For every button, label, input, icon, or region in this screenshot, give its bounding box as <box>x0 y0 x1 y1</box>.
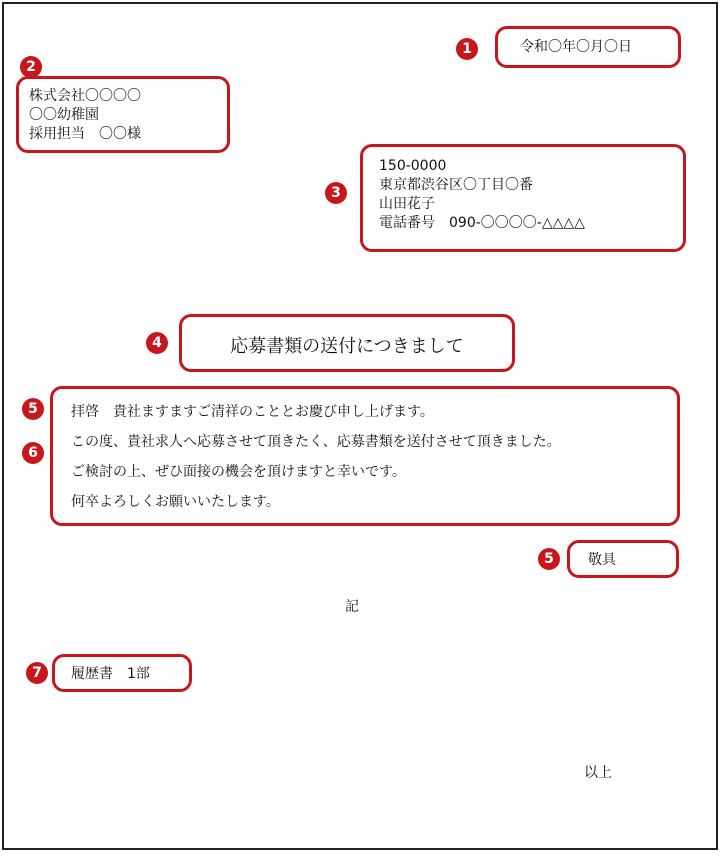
subject-box <box>179 314 515 372</box>
recipient-company: 株式会社〇〇〇〇 <box>29 88 141 104</box>
recipient-person: 採用担当 〇〇様 <box>29 126 141 142</box>
closing-box <box>567 540 679 578</box>
sender-name: 山田花子 <box>379 196 435 212</box>
body-box <box>50 386 680 526</box>
subject-text: 応募書類の送付につきまして <box>230 336 464 357</box>
sender-phone: 電話番号 090-〇〇〇〇-△△△△ <box>379 215 585 231</box>
marker-1: 1 <box>456 38 478 60</box>
sender-block <box>379 157 585 233</box>
marker-7: 7 <box>26 662 48 684</box>
body-line-2: この度、貴社求人へ応募させて頂きたく、応募書類を送付させて頂きました。 <box>71 434 561 450</box>
enclosure-text: 履歴書 1部 <box>71 666 150 682</box>
marker-3: 3 <box>325 182 347 204</box>
marker-6: 6 <box>22 442 44 464</box>
date-box <box>495 26 681 68</box>
recipient-box <box>16 76 230 153</box>
body-line-1: 拝啓 貴社ますますご清祥のこととお慶び申し上げます。 <box>71 404 434 420</box>
marker-4: 4 <box>146 332 168 354</box>
sender-postal: 150-0000 <box>379 158 447 174</box>
sender-address: 東京都渋谷区〇丁目〇番 <box>379 177 533 193</box>
sender-box <box>360 144 686 252</box>
enclosure-box <box>52 654 192 692</box>
date-text: 令和〇年〇月〇日 <box>520 39 632 55</box>
body-line-3: ご検討の上、ぜひ面接の機会を頂けますと幸いです。 <box>71 464 406 480</box>
ki-label: 記 <box>345 599 359 615</box>
marker-5-greeting: 5 <box>22 398 44 420</box>
recipient-kindergarten: 〇〇幼稚園 <box>29 107 99 123</box>
body-line-4: 何卒よろしくお願いいたします。 <box>71 494 280 510</box>
end-label: 以上 <box>584 765 612 781</box>
marker-2: 2 <box>20 56 42 78</box>
closing-text: 敬具 <box>588 552 616 568</box>
marker-5-closing: 5 <box>538 548 560 570</box>
recipient-block <box>29 87 141 144</box>
